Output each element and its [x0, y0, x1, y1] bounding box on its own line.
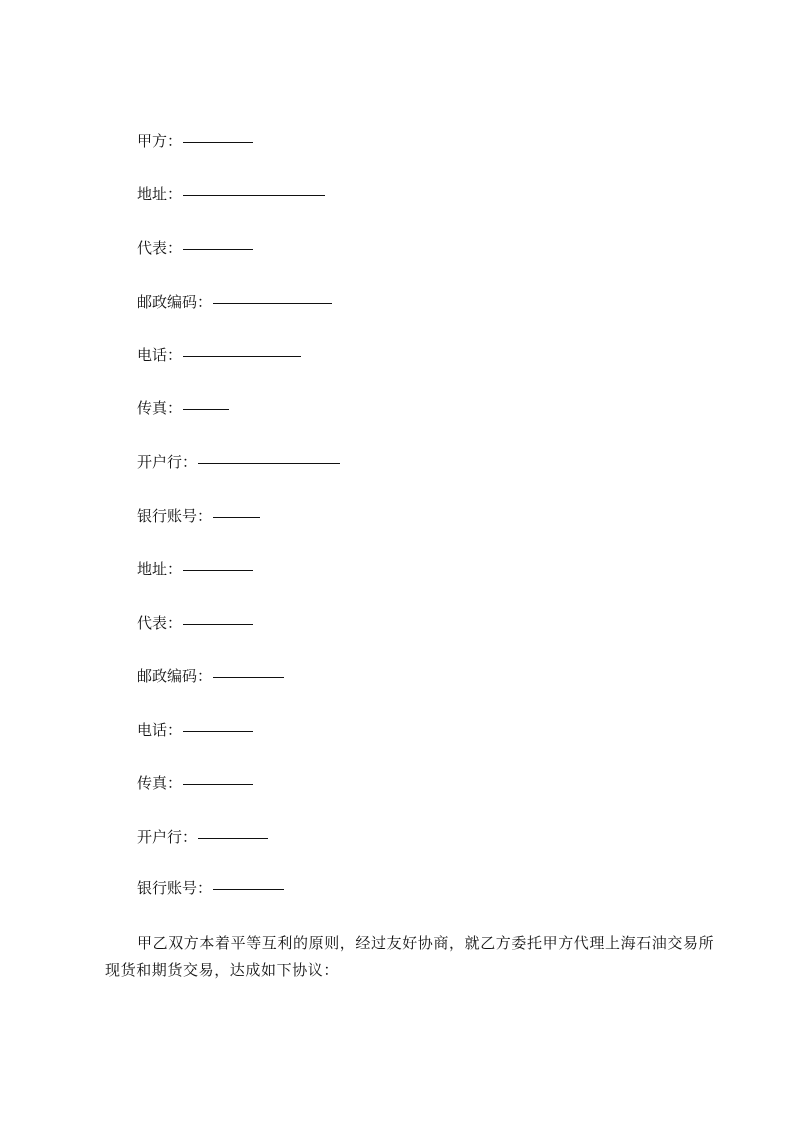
field-label: 邮政编码： — [137, 293, 213, 311]
field-label: 代表： — [137, 614, 183, 632]
field-label: 开户行： — [137, 828, 198, 846]
party-a-phone-field — [137, 343, 301, 367]
party-a-field — [137, 129, 253, 153]
field-label: 代表： — [137, 239, 183, 257]
field-label: 甲方： — [137, 132, 183, 150]
field-label: 邮政编码： — [137, 667, 213, 685]
party-a-address-field — [137, 182, 325, 206]
field-label: 地址： — [137, 560, 183, 578]
party-b-representative-field — [137, 611, 253, 635]
fill-blank — [213, 516, 260, 518]
fill-blank — [183, 623, 253, 625]
fill-blank — [198, 462, 340, 464]
fill-blank — [183, 194, 325, 196]
fill-blank — [213, 676, 284, 678]
fill-blank — [183, 408, 229, 410]
fill-blank — [213, 302, 332, 304]
agreement-intro-paragraph: 甲乙双方本着平等互利的原则，经过友好协商，就乙方委托甲方代理上海石油交易所现货和期货交易，达成如下协议： — [105, 934, 715, 979]
fill-blank — [183, 248, 253, 250]
field-label: 电话： — [137, 346, 183, 364]
party-a-fax-field — [137, 396, 229, 420]
party-b-phone-field — [137, 718, 253, 742]
party-a-representative-field — [137, 236, 253, 260]
party-b-account-field — [137, 876, 284, 900]
field-label: 传真： — [137, 399, 183, 417]
field-label: 银行账号： — [137, 879, 213, 897]
field-label: 传真： — [137, 774, 183, 792]
fill-blank — [213, 888, 284, 890]
party-b-address-field — [137, 557, 253, 581]
field-label: 开户行： — [137, 453, 198, 471]
fill-blank — [183, 783, 253, 785]
fill-blank — [183, 569, 253, 571]
field-label: 电话： — [137, 721, 183, 739]
party-a-account-field — [137, 504, 260, 528]
party-b-bank-field — [137, 825, 268, 849]
party-a-bank-field — [137, 450, 340, 474]
party-b-postcode-field — [137, 664, 284, 688]
party-a-postcode-field — [137, 290, 332, 314]
fill-blank — [183, 141, 253, 143]
fill-blank — [198, 837, 268, 839]
party-b-fax-field — [137, 771, 253, 795]
field-label: 地址： — [137, 185, 183, 203]
field-label: 银行账号： — [137, 507, 213, 525]
fill-blank — [183, 355, 301, 357]
fill-blank — [183, 730, 253, 732]
